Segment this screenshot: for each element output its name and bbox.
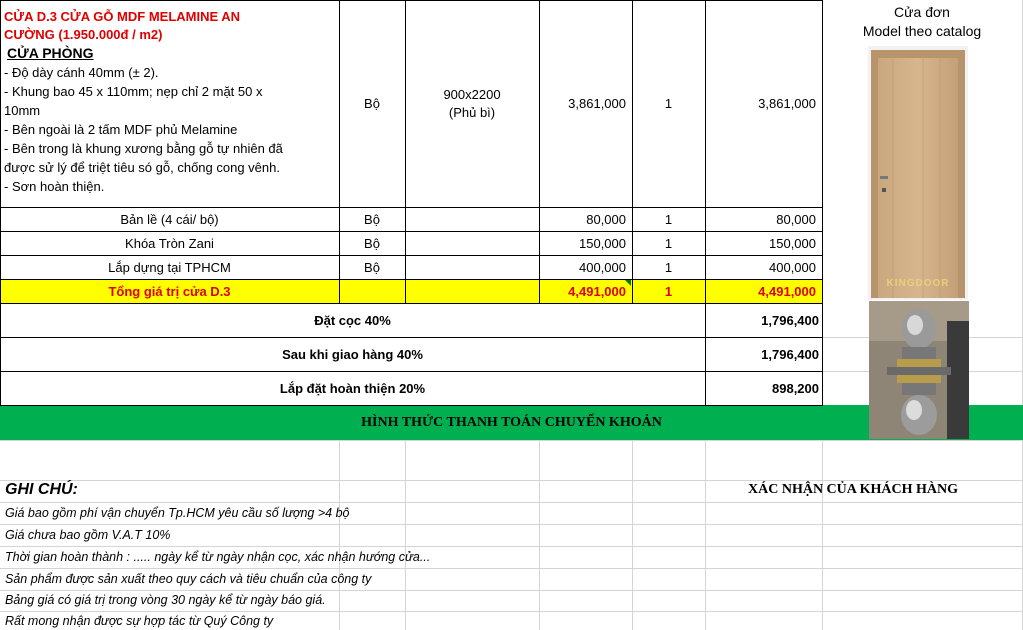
accessory-qty: 1 <box>664 211 673 227</box>
payment-label: Đặt cọc 40% <box>314 312 391 328</box>
accessory-unit: Bộ <box>364 235 380 251</box>
accessory-qty: 1 <box>664 235 673 251</box>
accessory-unit: Bộ <box>364 211 380 227</box>
accessory-unit: Bộ <box>364 259 380 275</box>
product-size: 900x2200 (Phủ bì) <box>443 87 501 120</box>
accessory-price: 400,000 <box>579 259 626 275</box>
notes-heading: GHI CHÚ: <box>5 481 78 498</box>
payment-label: Lắp đặt hoàn thiện 20% <box>279 380 426 396</box>
note-line: Sản phẩm được sản xuất theo quy cách và tiêu chuẩn của công ty <box>5 572 372 586</box>
product-title: CỬA D.3 CỬA GỖ MDF MELAMINE AN CƯỜNG (1.950.000đ / m2) <box>4 9 241 42</box>
accessory-price: 150,000 <box>579 235 626 251</box>
summary-label: Tổng giá trị cửa D.3 <box>108 283 231 299</box>
note-line: Rất mong nhận được sự hợp tác từ Quý Công ty <box>5 614 274 628</box>
summary-price: 4,491,000 <box>568 283 626 299</box>
payment-amount: 898,200 <box>772 380 819 396</box>
product-subtitle: CỬA PHÒNG <box>7 45 94 61</box>
accessory-total: 80,000 <box>776 211 816 227</box>
product-price: 3,861,000 <box>568 96 626 111</box>
summary-total: 4,491,000 <box>758 283 816 299</box>
payment-label: Sau khi giao hàng 40% <box>282 346 423 362</box>
note-line: Giá bao gồm phí vận chuyển Tp.HCM yêu cầu số lượng >4 bộ <box>5 506 350 520</box>
product-unit: Bộ <box>364 96 380 111</box>
note-line: Thời gian hoàn thành : ..... ngày kể từ ngày nhận cọc, xác nhận hướng cửa... <box>5 550 431 564</box>
door-product-image <box>868 46 968 300</box>
knob-lock-icon <box>869 301 969 439</box>
note-line: Bảng giá có giá trị trong vòng 30 ngày kể từ ngày báo giá. <box>5 593 326 607</box>
door-icon <box>868 46 968 300</box>
accessory-name: Khóa Tròn Zani <box>125 235 214 251</box>
cell-comment-marker <box>625 280 631 286</box>
payment-method-text: HÌNH THỨC THANH TOÁN CHUYỂN KHOẢN <box>361 414 662 430</box>
product-description-cell <box>4 8 338 196</box>
accessory-total: 400,000 <box>769 259 816 275</box>
product-qty: 1 <box>664 96 673 111</box>
customer-confirmation-label: XÁC NHẬN CỦA KHÁCH HÀNG <box>748 482 958 497</box>
payment-amount: 1,796,400 <box>761 346 819 362</box>
accessory-total: 150,000 <box>769 235 816 251</box>
payment-amount: 1,796,400 <box>761 312 819 328</box>
lock-product-image <box>869 301 969 439</box>
accessory-qty: 1 <box>664 259 673 275</box>
product-specs: - Độ dày cánh 40mm (± 2). - Khung bao 45 x 110mm; nẹp chỉ 2 mặt 50 x 10mm - Bên ngoài là 2 tấm MDF phủ Melamine - Bên trong là khung xương bằng gỗ tự nhiên đã được sử lý để triệt tiêu só gỗ, chống cong vênh. - Sơn hoàn thiện. <box>4 65 283 194</box>
note-line: Giá chưa bao gồm V.A.T 10% <box>5 528 171 542</box>
accessory-name: Bản lề (4 cái/ bộ) <box>120 211 219 227</box>
summary-qty: 1 <box>664 283 673 299</box>
accessory-price: 80,000 <box>586 211 626 227</box>
accessory-name: Lắp dựng tại TPHCM <box>108 259 231 275</box>
watermark-logo: KINGDOOR <box>886 278 950 289</box>
product-total: 3,861,000 <box>758 96 816 111</box>
image-caption: Cửa đơn Model theo catalog <box>862 4 982 39</box>
